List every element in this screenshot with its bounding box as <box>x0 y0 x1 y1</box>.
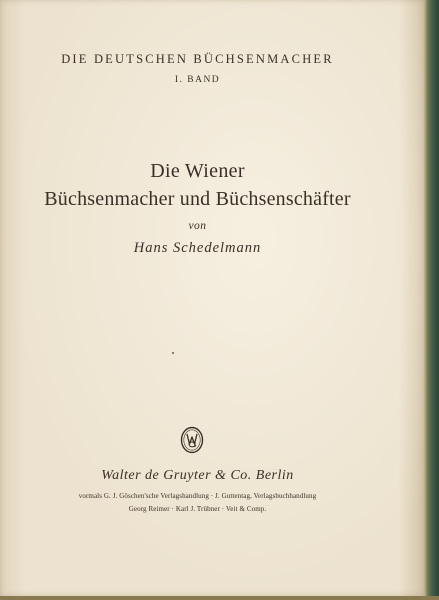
publisher-imprint-line-2: Georg Reimer · Karl J. Trübner · Veit & Comp. <box>128 505 267 513</box>
publisher-monogram-icon <box>179 425 205 455</box>
book-title-line-1: Die Wiener <box>150 160 245 182</box>
author-name: Hans Schedelmann <box>133 240 262 256</box>
volume-label: I. BAND <box>174 75 221 85</box>
binding-edge <box>424 0 439 600</box>
publisher-name: Walter de Gruyter & Co. Berlin <box>101 468 294 483</box>
byline-preposition: von <box>188 220 207 232</box>
publisher-imprint-line-1: vormals G. J. Göschen'sche Verlagshandlung · J. Guttentag, Verlagsbuchhandlung <box>78 492 317 500</box>
series-title: DIE DEUTSCHEN BÜCHSENMACHER <box>61 52 334 66</box>
ornament-dot <box>172 352 174 354</box>
page-bottom-edge <box>0 596 439 600</box>
book-title-line-2: Büchsenmacher und Büchsenschäfter <box>44 188 351 210</box>
